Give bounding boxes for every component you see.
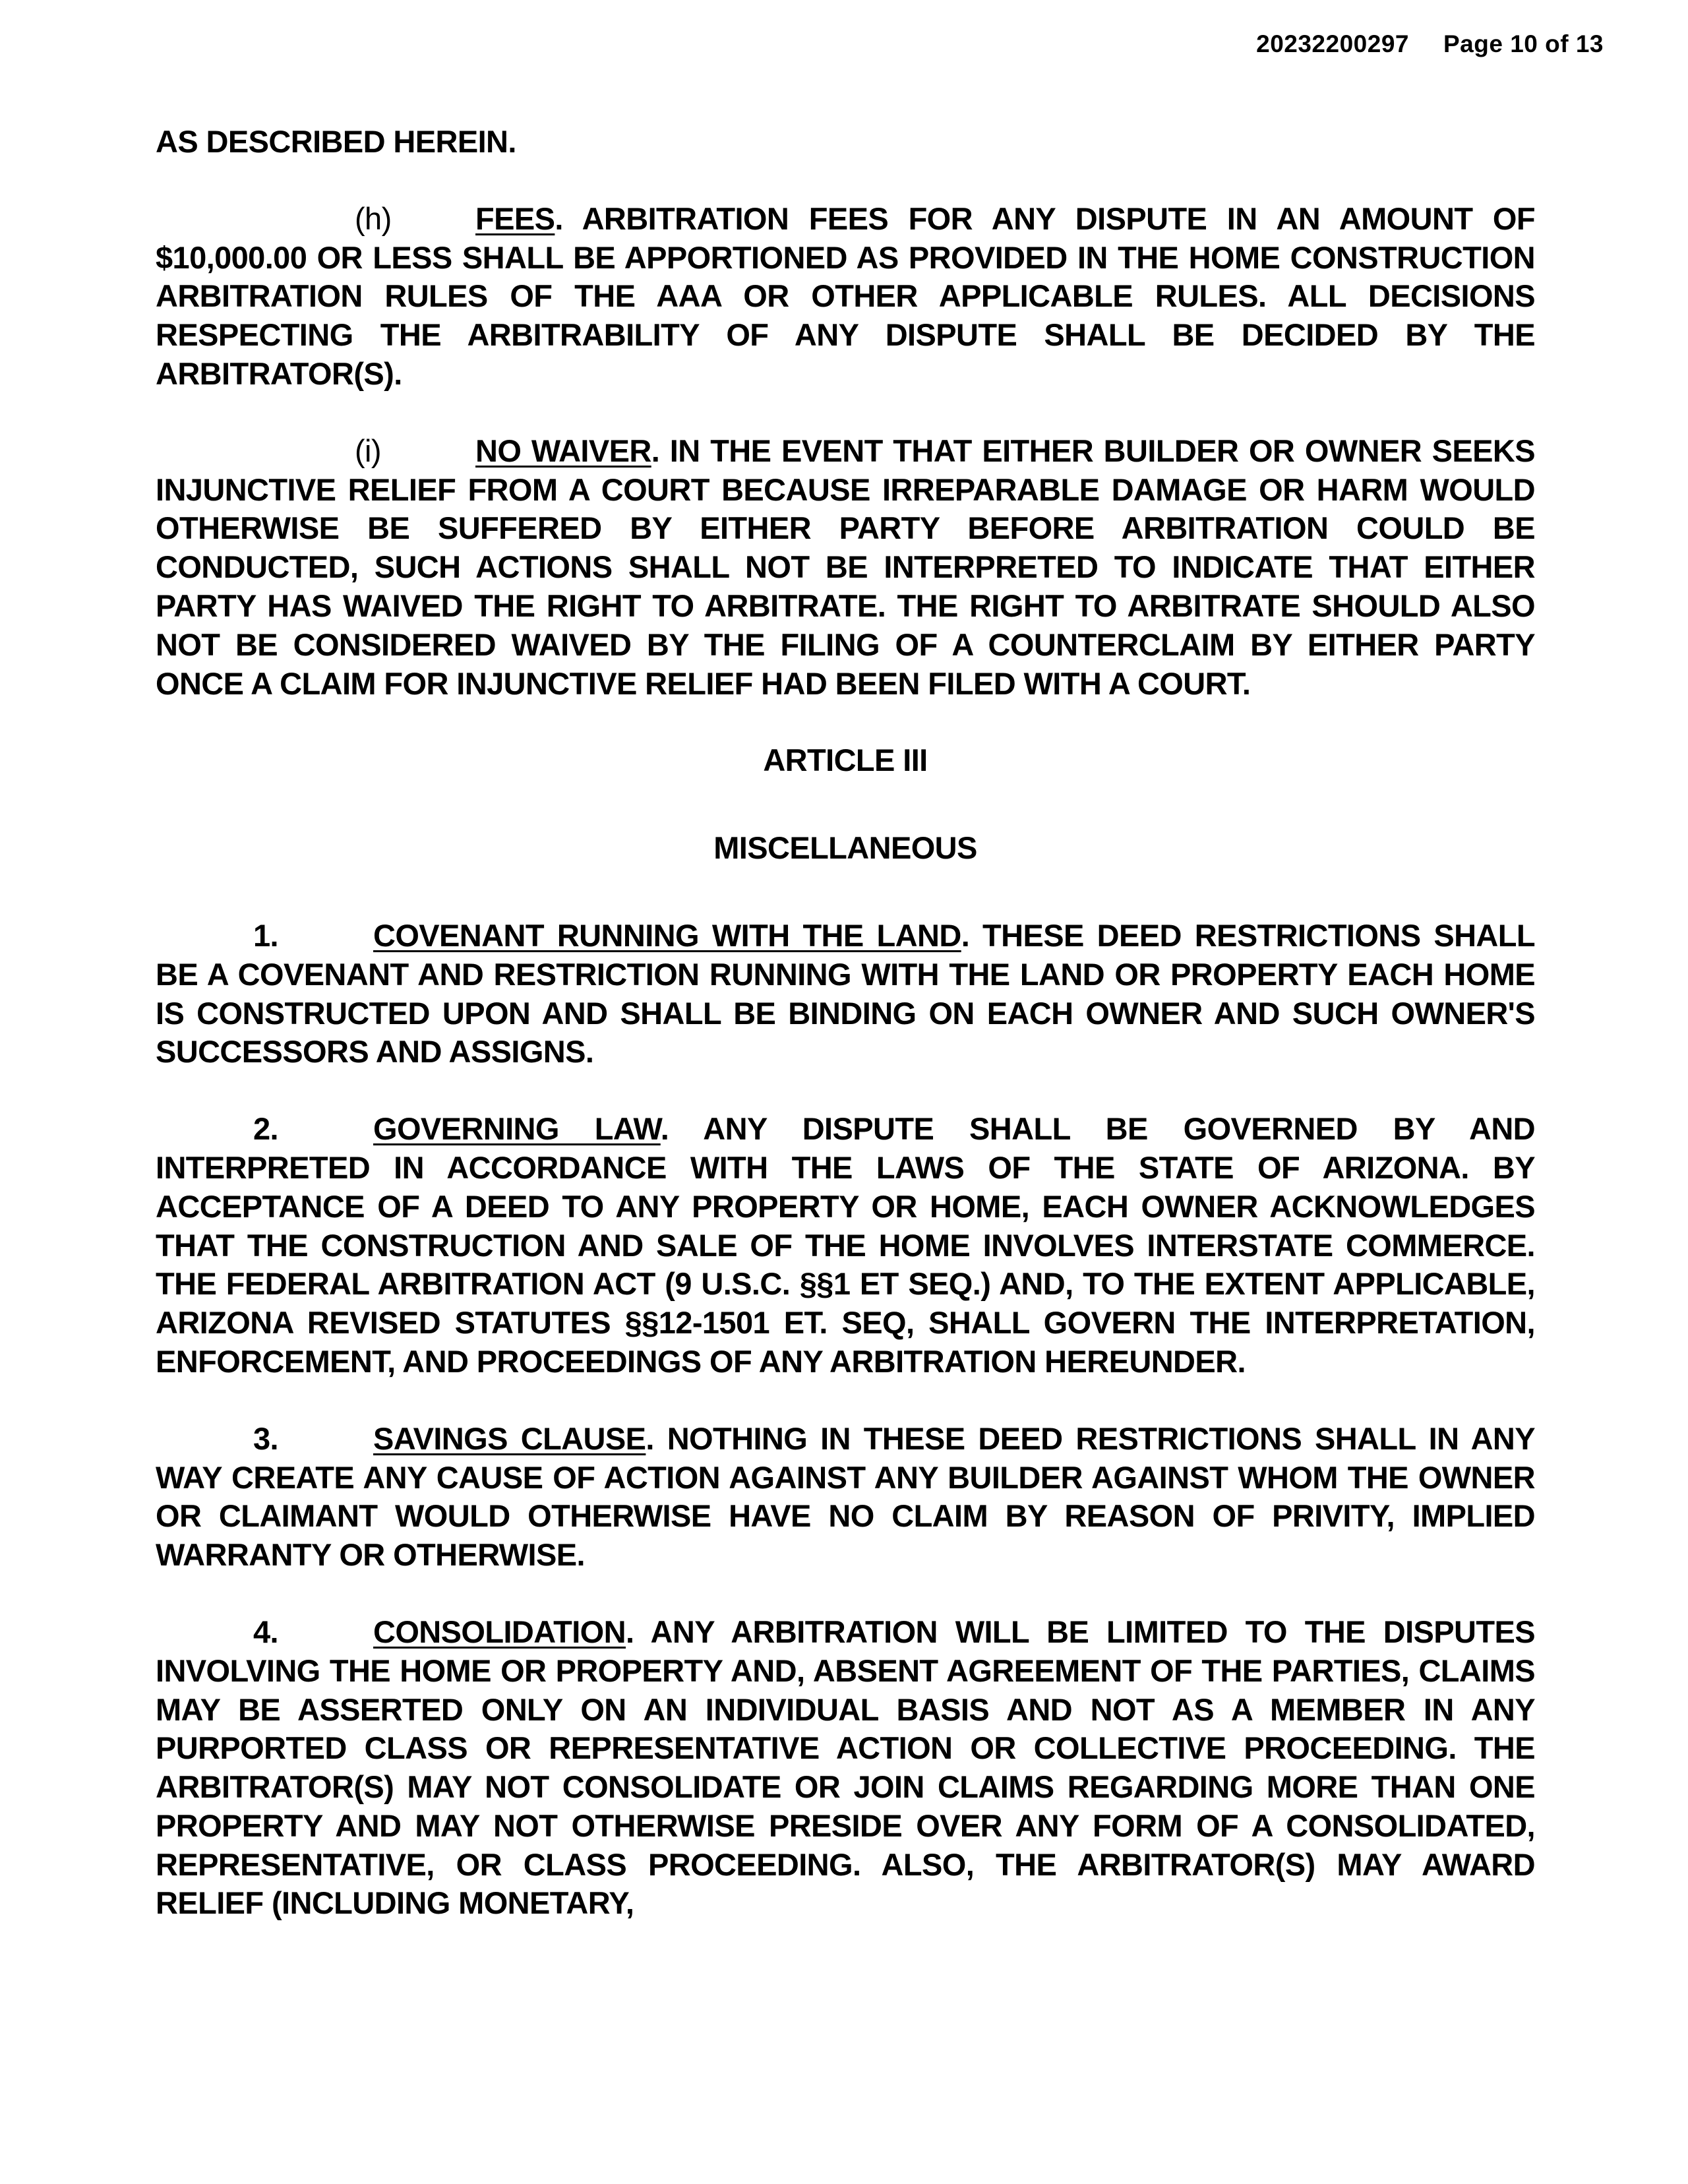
clause-number: 4.: [253, 1614, 278, 1649]
clause-heading: CONSOLIDATION: [373, 1614, 626, 1649]
document-number: 20232200297: [1256, 30, 1409, 57]
clause-covenant: [156, 917, 1535, 1072]
clause-heading: COVENANT RUNNING WITH THE LAND: [373, 917, 961, 953]
section-heading: FEES: [475, 200, 555, 236]
clause-governing-law: [156, 1110, 1535, 1381]
section-text: . IN THE EVENT THAT EITHER BUILDER OR OWNER SEEKS INJUNCTIVE RELIEF FROM A COURT BECAUSE IRREPARABLE DAMAGE OR HARM WOULD OTHERWISE BE SUFFERED BY EITHER PARTY BEFORE ARBITRATION COULD BE CONDUCTED, SUCH ACTIONS SHALL NOT BE INTERPRETED TO INDICATE THAT EITHER PARTY HAS WAIVED THE RIGHT TO ARBITRATE. THE RIGHT TO ARBITRATE SHOULD ALSO NOT BE CONSIDERED WAIVED BY THE FILING OF A COUNTERCLAIM BY EITHER PARTY ONCE A CLAIM FOR INJUNCTIVE RELIEF HAD BEEN FILED WITH A COURT.: [156, 433, 1535, 701]
page-header: [1256, 30, 1604, 58]
section-marker: (h): [355, 200, 392, 236]
article-number: ARTICLE III: [763, 743, 928, 778]
clause-heading: SAVINGS CLAUSE: [373, 1420, 646, 1456]
clause-consolidation: [156, 1613, 1535, 1923]
clause-number: 1.: [253, 917, 278, 953]
section-h-fees: [156, 200, 1535, 394]
continued-text: AS DESCRIBED HEREIN.: [156, 124, 516, 159]
section-i-no-waiver: [156, 432, 1535, 704]
clause-number: 3.: [253, 1420, 278, 1456]
clause-text: . ANY DISPUTE SHALL BE GOVERNED BY AND INTERPRETED IN ACCORDANCE WITH THE LAWS OF THE STATE OF ARIZONA. BY ACCEPTANCE OF A DEED TO ANY PROPERTY OR HOME, EACH OWNER ACKNOWLEDGES THAT THE CONSTRUCTION AND SALE OF THE HOME INVOLVES INTERSTATE COMMERCE. THE FEDERAL ARBITRATION ACT (9 U.S.C. §§1 ET SEQ.) AND, TO THE EXTENT APPLICABLE, ARIZONA REVISED STATUTES §§12-1501 ET. SEQ, SHALL GOVERN THE INTERPRETATION, ENFORCEMENT, AND PROCEEDINGS OF ANY ARBITRATION HEREUNDER.: [156, 1111, 1536, 1379]
clause-savings: [156, 1420, 1535, 1575]
article-title: MISCELLANEOUS: [713, 830, 977, 866]
clause-text: . ANY ARBITRATION WILL BE LIMITED TO THE DISPUTES INVOLVING THE HOME OR PROPERTY AND, ABSENT AGREEMENT OF THE PARTIES, CLAIMS MAY BE ASSERTED ONLY ON AN INDIVIDUAL BASIS AND NOT AS A MEMBER IN ANY PURPORTED CLASS OR REPRESENTATIVE ACTION OR COLLECTIVE PROCEEDING. THE ARBITRATOR(S) MAY NOT CONSOLIDATE OR JOIN CLAIMS REGARDING MORE THAN ONE PROPERTY AND MAY NOT OTHERWISE PRESIDE OVER ANY FORM OF A CONSOLIDATED, REPRESENTATIVE, OR CLASS PROCEEDING. ALSO, THE ARBITRATOR(S) MAY AWARD RELIEF (INCLUDING MONETARY,: [156, 1614, 1535, 1921]
clause-text: . THESE DEED RESTRICTIONS SHALL BE A COVENANT AND RESTRICTION RUNNING WITH THE LAND OR PROPERTY EACH HOME IS CONSTRUCTED UPON AND SHALL BE BINDING ON EACH OWNER AND SUCH OWNER'S SUCCESSORS AND ASSIGNS.: [156, 917, 1535, 1070]
section-text: . ARBITRATION FEES FOR ANY DISPUTE IN AN AMOUNT OF $10,000.00 OR LESS SHALL BE APPORTIONED AS PROVIDED IN THE HOME CONSTRUCTION ARBITRATION RULES OF THE AAA OR OTHER APPLICABLE RULES. ALL DECISIONS RESPECTING THE ARBITRABILITY OF ANY DISPUTE SHALL BE DECIDED BY THE ARBITRATOR(S).: [156, 200, 1535, 391]
document-body: [156, 123, 1535, 1961]
page-number: Page 10 of 13: [1443, 30, 1604, 57]
clause-text: . NOTHING IN THESE DEED RESTRICTIONS SHALL IN ANY WAY CREATE ANY CAUSE OF ACTION AGAINST ANY BUILDER AGAINST WHOM THE OWNER OR CLAIMANT WOULD OTHERWISE HAVE NO CLAIM BY REASON OF PRIVITY, IMPLIED WARRANTY OR OTHERWISE.: [156, 1420, 1536, 1573]
section-marker: (i): [355, 433, 381, 468]
clause-number: 2.: [253, 1111, 278, 1147]
section-heading: NO WAIVER: [475, 433, 651, 468]
clause-heading: GOVERNING LAW: [373, 1111, 661, 1147]
